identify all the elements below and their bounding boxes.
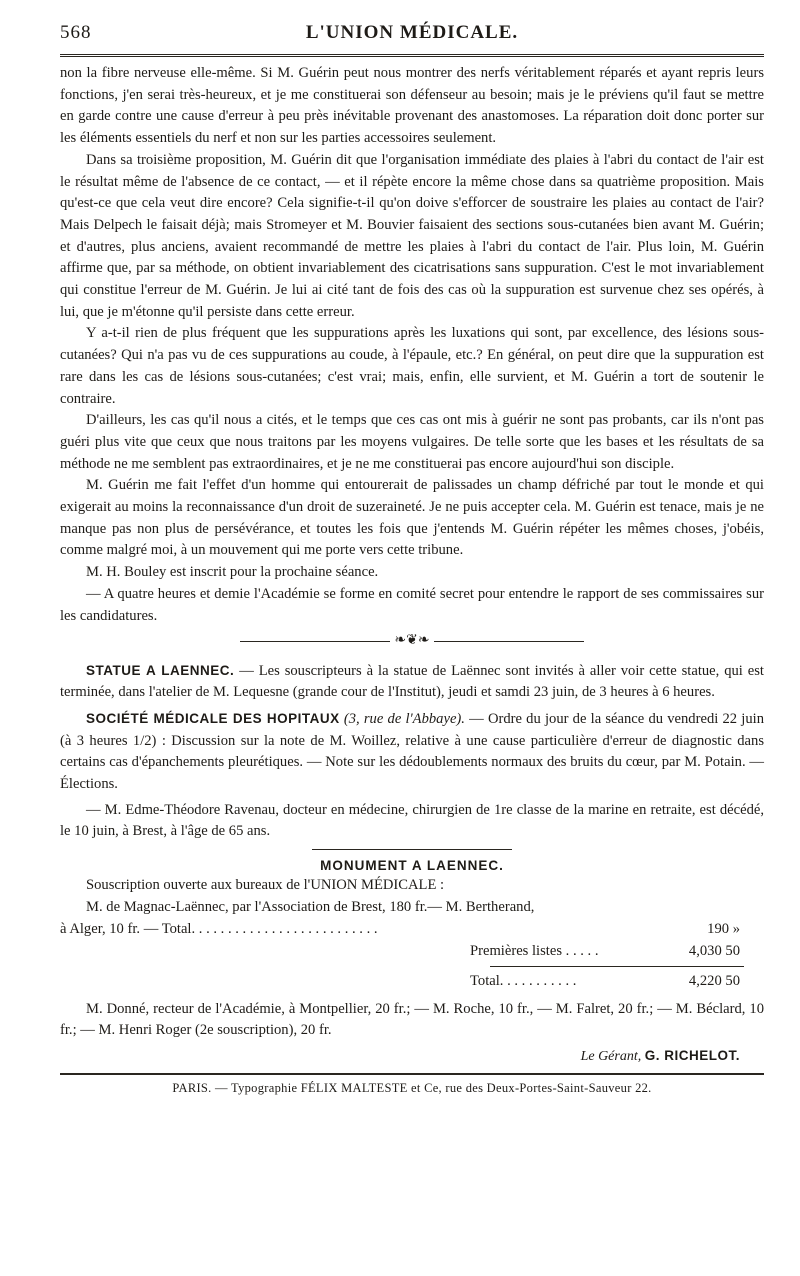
monument-section	[60, 875, 764, 918]
societe-heading: SOCIÉTÉ MÉDICALE DES HOPITAUX	[86, 710, 340, 726]
monument-heading: MONUMENT A LAENNEC.	[320, 858, 504, 874]
section-rule	[312, 849, 512, 850]
paragraph-3: Y a-t-il rien de plus fréquent que les suppurations après les luxations qui sont, par excellence, des lésions sous-cutanées? Qui n'a pas vu de ces suppurations au coude, à l'épaule, etc.? En général, on peut dire que la suppuration est rare dans les cas de lésions sous-cutanées; c'est vrai; mais, enfin, elle survient, et M. Guérin a tort de soutenir le contraire.	[60, 325, 764, 407]
ravenau-notice: — M. Edme-Théodore Ravenau, docteur en médecine, chirurgien de 1re classe de la marine en retraite, est décédé, le 10 juin, à Brest, à l'âge de 65 ans.	[60, 801, 764, 840]
journal-title: L'UNION MÉDICALE.	[305, 22, 519, 43]
paragraph-7: — A quatre heures et demie l'Académie se forme en comité secret pour entendre le rapport de ses commissaires sur les candidatures.	[60, 585, 764, 624]
societe-announcement	[60, 708, 764, 796]
paragraph-1: non la fibre nerveuse elle-même. Si M. Guérin peut nous montrer des nerfs véritablement réparés et ayant repris leurs fonctions, j'en serai très-heureux, et je me constituerai son défenseur au besoin; mais je le préviens qu'il faut se mettre en garde contre une cause d'erreur à peu près inévitable provenant des anastomoses. La réparation doit donc porter sur les éléments essentiels du nerf et non sur les parties accessoires seulement.	[60, 65, 764, 147]
printer-imprint: PARIS. — Typographie FÉLIX MALTESTE et Ce, rue des Deux-Portes-Saint-Sauveur 22.	[172, 1080, 652, 1095]
statue-heading: STATUE A LAENNEC.	[86, 662, 235, 678]
subscription-line: Souscription ouverte aux bureaux de l'UNION MÉDICALE :	[86, 877, 445, 894]
paragraph-2: Dans sa troisième proposition, M. Guérin dit que l'organisation immédiate des plaies à l'abri du contact de l'air est le résultat même de l'absence de ce contact, — et il répète encore la même chose dans sa quatrième proposition. Mais qu'est-ce que cela veut dire encore? Cela signifie-t-il qu'on doive s'efforcer de soustraire les plaies au contact de l'air? Mais Delpech le faisait déjà; mais Stromeyer et M. Bouvier faisaient des sections sous-cutanées bien avant M. Guérin; et d'autres, plus anciens, avaient recommandé de mettre les plaies à l'abri du contact de l'air. Plus loin, M. Guérin affirme que, par sa méthode, on obtient invariablement des cicatrisations sans suppuration. C'est le mot invariablement qui constitue l'erreur de M. Guérin. Je lui ai cité tant de fois des cas où la suppuration est survenue chez ses opérés, à lui, que je m'étonne qu'il persiste dans cette erreur.	[60, 151, 764, 320]
premieres-label: Premières listes . . . . .	[470, 942, 599, 959]
donor-line-1: M. de Magnac-Laënnec, par l'Association de Brest, 180 fr.— M. Bertherand,	[86, 898, 535, 915]
ledger-row-total	[60, 919, 764, 941]
gerant-signature	[60, 1048, 764, 1065]
ledger-row-grand	[60, 971, 764, 993]
societe-text: — Ordre du jour de la séance du vendredi 22 juin (à 3 heures 1/2) : Discussion sur la note de M. Woillez, relative à une cause particulière d'erreur de diagnostic dans certains cas d'épanchements pleurétiques. — Note sur les dédoublements normaux des bruits du cœur, par M. Potain. — Élections.	[60, 710, 764, 793]
gerant-name: G. RICHELOT.	[644, 1047, 740, 1063]
gerant-label: Le Gérant,	[580, 1048, 642, 1064]
donors-line: M. Donné, recteur de l'Académie, à Montpellier, 20 fr.; — M. Roche, 10 fr., — M. Falret, 20 fr.; — M. Béclard, 10 fr.; — M. Henri Roger (2e souscription), 20 fr.	[60, 1000, 764, 1039]
ledger-sum-rule	[60, 963, 764, 971]
announcements	[60, 660, 764, 844]
grand-label: Total. . . . . . . . . . .	[470, 972, 577, 989]
header-rule	[60, 54, 764, 57]
premieres-value: 4,030 50	[688, 942, 740, 959]
donors-section	[60, 999, 764, 1042]
running-header	[60, 18, 764, 48]
total-value: 190 »	[707, 920, 740, 937]
societe-address: (3, rue de l'Abbaye).	[343, 710, 465, 727]
footer-rule	[60, 1073, 764, 1075]
paragraph-6: M. H. Bouley est inscrit pour la prochaine séance.	[86, 564, 379, 581]
grand-value: 4,220 50	[688, 972, 740, 989]
article-body	[60, 63, 764, 627]
paragraph-4: D'ailleurs, les cas qu'il nous a cités, et le temps que ces cas ont mis à guérir ne sont pas probants, car ils n'ont pas guéri plus vite que ceux que nous traitons par les moyens vulgaires. De telle sorte que les bases et les résultats de sa méthode ne me semblent pas extraordinaires, et je ne me constituerai pas encore aujourd'hui son disciple.	[60, 412, 764, 472]
ornamental-divider: ❧❦❧	[60, 631, 764, 651]
ledger-row-premieres	[60, 941, 764, 963]
paragraph-5: M. Guérin me fait l'effet d'un homme qui entourerait de palissades un champ défriché par tout le monde et qui exigerait au moins la reconnaissance d'un droit de suzeraineté. Je ne puis accepter cela. M. Guérin est tenace, mais je ne manque pas non plus de persévérance, et toutes les fois que j'entends M. Guérin répéter les mêmes choses, j'obéis, comme malgré moi, à un mouvement qui me porte vers cette tribune.	[60, 477, 764, 559]
statue-announcement	[60, 660, 764, 704]
statue-text: — Les souscripteurs à la statue de Laënnec sont invités à aller voir cette statue, qui est terminée, dans l'atelier de M. Lequesne (grande cour de l'Institut), jeudi et samdi 23 juin, de 3 heures à 6 heures.	[60, 662, 764, 701]
subscription-ledger	[60, 919, 764, 993]
page-number: 568	[60, 22, 92, 43]
donor-line-2: à Alger, 10 fr. — Total. . . . . . . . . . . . . . . . . . . . . . . . . .	[60, 920, 378, 937]
